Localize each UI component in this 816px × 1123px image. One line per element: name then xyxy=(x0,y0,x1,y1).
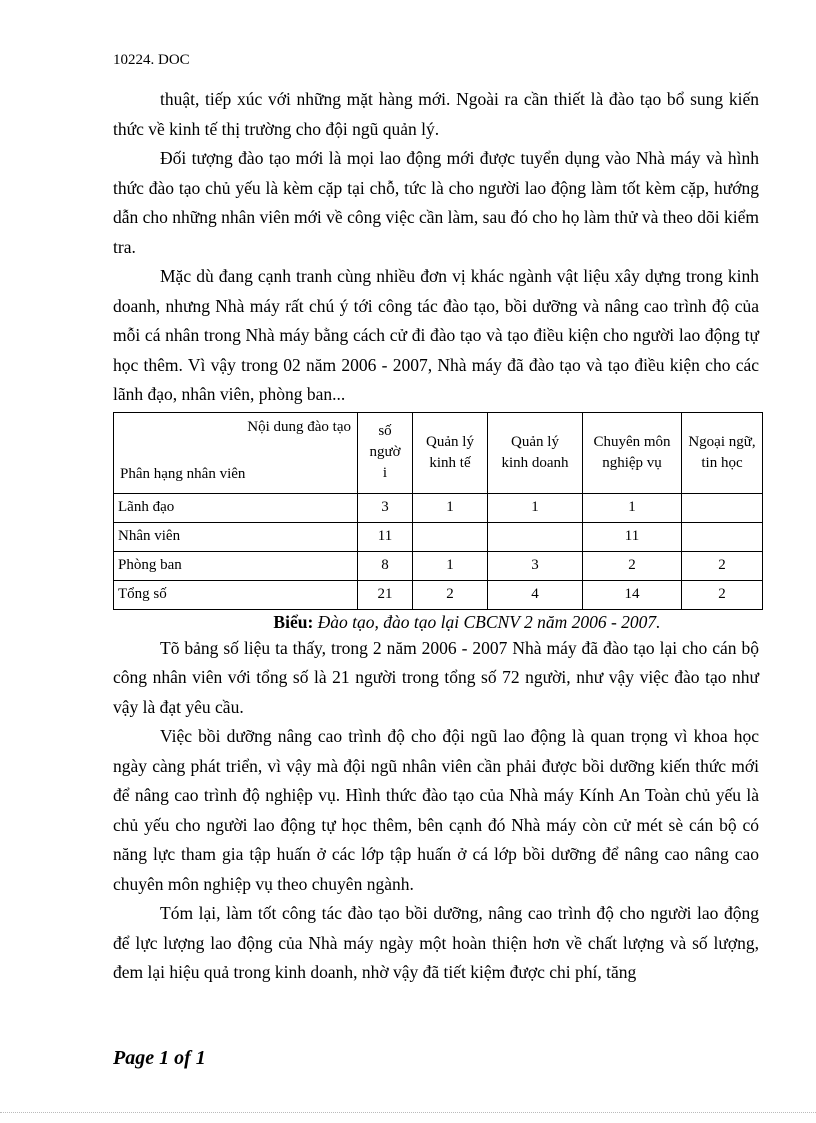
training-table xyxy=(113,412,763,610)
caption-label: Biểu: xyxy=(273,611,314,632)
caption-text: Đào tạo, đào tạo lại CBCNV 2 năm 2006 - 2007. xyxy=(317,611,661,632)
table-row: Nhân viên 11 11 xyxy=(114,522,763,551)
paragraph-6: Tóm lại, làm tốt công tác đào tạo bồi dưỡng, nâng cao trình độ cho người lao động để lực lượng lao động của Nhà máy ngày một hoàn thiện hơn về chất lượng và số lượng, đem lại hiệu quả trong kinh doanh, nhờ vậy đã tiết kiệm được chi phí, tăng xyxy=(113,903,759,982)
header-quan-ly-kinh-te: Quản lý kinh tế xyxy=(413,412,488,493)
corner-bottom-label: Phân hạng nhân viên xyxy=(120,465,246,482)
paragraph-1: thuật, tiếp xúc với những mặt hàng mới. Ngoài ra cần thiết là đào tạo bổ sung kiến thức về kinh tế thị trường cho đội ngũ quản lý. xyxy=(113,89,759,139)
corner-top-label: Nội dung đào tạo xyxy=(247,418,351,435)
page-bottom-divider xyxy=(0,1112,816,1113)
paragraph-4: Tõ bảng số liệu ta thấy, trong 2 năm 2006 - 2007 Nhà máy đã đào tạo lại cho cán bộ công nhân viên với tổng số là 21 người trong tổng số 72 người, như vậy việc đào tạo như vậy là đạt yêu cầu. xyxy=(113,637,759,717)
page-number: Page 1 of 1 xyxy=(113,1047,206,1069)
document-filename: 10224. DOC xyxy=(113,52,190,68)
table-row: Lãnh đạo 3 1 1 1 xyxy=(114,493,763,522)
header-quan-ly-kinh-doanh: Quản lý kinh doanh xyxy=(488,412,583,493)
table-header-row xyxy=(114,412,763,493)
header-ngoai-ngu: Ngoại ngữ, tin học xyxy=(682,412,763,493)
table-row: Tổng số 21 2 4 14 2 xyxy=(114,580,763,609)
header-chuyen-mon: Chuyên môn nghiệp vụ xyxy=(583,412,682,493)
table-row: Phòng ban 8 1 3 2 2 xyxy=(114,551,763,580)
header-so-nguoi: số ngườ i xyxy=(358,412,413,493)
table-corner-cell xyxy=(114,412,358,493)
paragraph-2: Đối tượng đào tạo mới là mọi lao động mới được tuyển dụng vào Nhà máy và hình thức đào tạo chủ yếu là kèm cặp tại chỗ, tức là cho người lao động làm tốt kèm cặp, hướng dẫn cho những nhân viên mới về công việc cần làm, sau đó cho họ làm thử và theo dõi kiểm tra. xyxy=(113,148,759,257)
document-body xyxy=(113,85,759,988)
paragraph-3: Mặc dù đang cạnh tranh cùng nhiều đơn vị khác ngành vật liệu xây dựng trong kinh doanh, nhưng Nhà máy rất chú ý tới công tác đào tạo, bồi dưỡng và nâng cao trình độ của mỗi cá nhân trong Nhà máy bằng cách cử đi đào tạo và tạo điều kiện cho người lao động tự học thêm. Vì vậy trong 02 năm 2006 - 2007, Nhà máy đã đào tạo và tạo điều kiện cho các lãnh đạo, nhân viên, phòng ban... xyxy=(113,266,759,404)
table-caption xyxy=(175,610,759,634)
paragraph-5: Việc bồi dưỡng nâng cao trình độ cho đội ngũ lao động là quan trọng vì khoa học ngày càng phát triển, vì vậy mà đội ngũ nhân viên cần phải được bồi dưỡng kiến thức mới để nâng cao trình độ nghiệp vụ. Hình thức đào tạo của Nhà máy Kính An Toàn chủ yếu là chủ yếu cho người lao động tự học thêm, bên cạnh đó Nhà máy còn cử mét sè cán bộ có năng lực tham gia tập huấn ở các lớp tập huấn ở cá lớp bồi dưỡng để nâng cao nâng cao chuyên môn nghiệp vụ theo chuyên ngành. xyxy=(113,726,759,894)
